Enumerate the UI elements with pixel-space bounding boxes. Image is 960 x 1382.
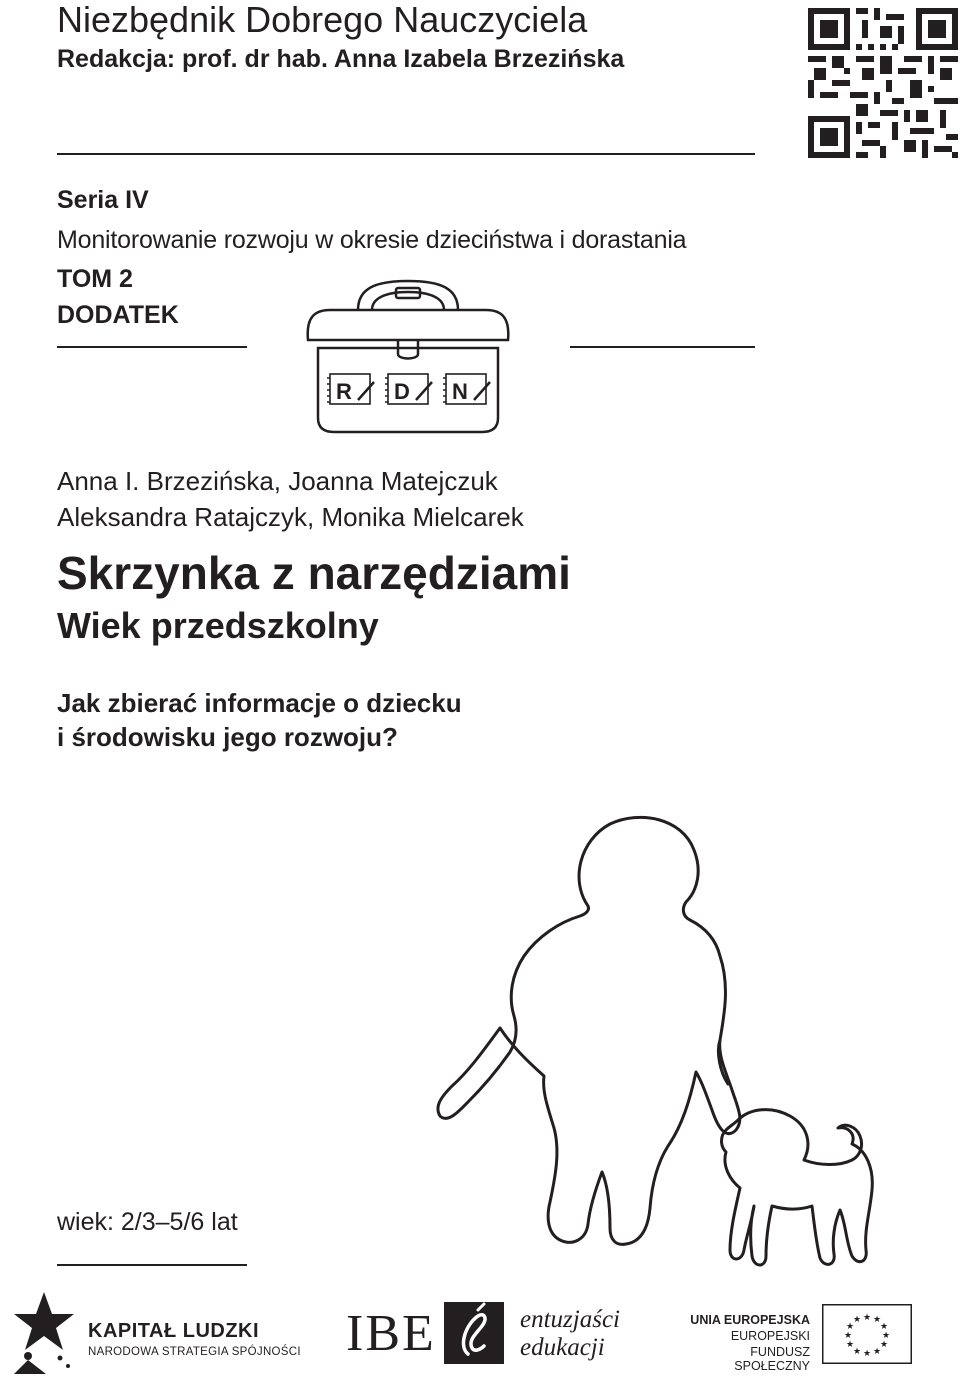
book-question	[57, 686, 462, 754]
ibe-logo: IBE	[346, 1305, 436, 1362]
entuzjasci-logo-text	[520, 1306, 620, 1362]
age-range: wiek: 2/3–5/6 lat	[57, 1208, 238, 1236]
editor-line: Redakcja: prof. dr hab. Anna Izabela Brzezińska	[57, 45, 625, 73]
svg-text:★: ★	[872, 1347, 882, 1357]
rule-right	[570, 346, 755, 348]
authors-line-2: Aleksandra Ratajczyk, Monika Mielcarek	[57, 502, 524, 532]
svg-text:★: ★	[879, 1340, 889, 1350]
entuzjasci-line-1: entuzjaści	[520, 1306, 620, 1333]
rule-top	[57, 153, 755, 155]
svg-text:★: ★	[845, 1322, 855, 1332]
book-title: Skrzynka z narzędziami	[57, 547, 571, 599]
kapital-ludzki-subtitle: NARODOWA STRATEGIA SPÓJNOŚCI	[88, 1346, 301, 1358]
toolbox-letter-r: R	[336, 379, 352, 404]
book-subtitle: Wiek przedszkolny	[57, 605, 379, 646]
authors-line-1: Anna I. Brzezińska, Joanna Matejczuk	[57, 466, 498, 496]
svg-text:★: ★	[881, 1331, 891, 1341]
eu-line-1: UNIA EUROPEJSKA	[690, 1313, 810, 1327]
rule-left	[57, 346, 247, 348]
series-title: Niezbędnik Dobrego Nauczyciela	[57, 0, 588, 40]
svg-text:★: ★	[845, 1340, 855, 1350]
toolbox-icon	[300, 278, 516, 434]
toolbox-letter-d: D	[394, 379, 410, 404]
qr-code	[808, 8, 958, 158]
series-label: Seria IV	[57, 186, 149, 214]
eu-line-3: FUNDUSZ SPOŁECZNY	[734, 1345, 810, 1373]
kapital-ludzki-logo-icon	[8, 1290, 86, 1378]
authors	[57, 463, 524, 535]
svg-text:★: ★	[862, 1349, 872, 1359]
eu-flag-icon	[822, 1304, 912, 1364]
child-and-dog-illustration	[420, 810, 900, 1270]
entuzjasci-line-2: edukacji	[520, 1334, 605, 1361]
toolbox-letter-n: N	[452, 379, 468, 404]
kapital-ludzki-title: KAPITAŁ LUDZKI	[88, 1320, 260, 1342]
entuzjasci-logo-icon	[444, 1302, 504, 1364]
svg-text:★: ★	[879, 1322, 889, 1332]
rule-bottom	[57, 1264, 247, 1266]
svg-text:★: ★	[852, 1315, 862, 1325]
svg-text:★: ★	[843, 1331, 853, 1341]
question-line-1: Jak zbierać informacje o dziecku	[57, 688, 462, 718]
series-subtitle: Monitorowanie rozwoju w okresie dzieciństwa i dorastania	[57, 226, 687, 254]
svg-text:★: ★	[872, 1315, 882, 1325]
eu-line-2: EUROPEJSKI	[730, 1329, 810, 1343]
supplement-label: DODATEK	[57, 301, 179, 329]
volume-label: TOM 2	[57, 265, 133, 293]
svg-text:★: ★	[852, 1347, 862, 1357]
svg-text:★: ★	[862, 1313, 872, 1323]
question-line-2: i środowisku jego rozwoju?	[57, 722, 398, 752]
